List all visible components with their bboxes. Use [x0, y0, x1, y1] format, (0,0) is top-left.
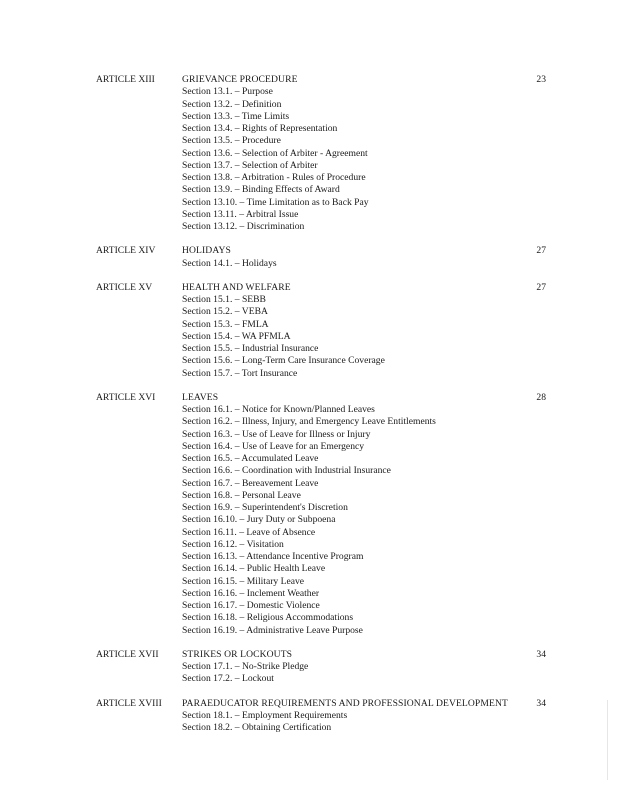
section-entry: Section 15.7. – Tort Insurance	[182, 367, 298, 379]
article-heading-row	[96, 74, 546, 86]
section-entry: Section 16.5. – Accumulated Leave	[182, 453, 319, 464]
article-label: ARTICLE XIII	[96, 74, 155, 85]
article-heading-row	[96, 282, 546, 294]
section-entry: Section 16.7. – Bereavement Leave	[182, 477, 319, 489]
section-entry: Section 15.2. – VEBA	[182, 306, 268, 318]
section-entry: Section 16.14. – Public Health Leave	[182, 563, 326, 575]
section-entry: Section 13.3. – Time Limits	[182, 110, 290, 122]
article-xviii	[96, 698, 546, 735]
section-entry: Section 16.8. – Personal Leave	[182, 489, 301, 501]
section-entry: Section 18.2. – Obtaining Certification	[182, 722, 332, 733]
section-entry: Section 16.6. – Coordination with Industrial Insurance	[182, 465, 391, 477]
section-entry: Section 17.1. – No-Strike Pledge	[182, 661, 309, 672]
section-entry: Section 16.13. – Attendance Incentive Program	[182, 551, 364, 562]
article-xiii	[96, 74, 546, 233]
section-entry: Section 16.15. – Military Leave	[182, 575, 305, 587]
article-title: STRIKES OR LOCKOUTS	[182, 648, 293, 660]
article-label: ARTICLE XVIII	[96, 697, 162, 709]
article-title: GRIEVANCE PROCEDURE	[182, 74, 298, 85]
article-label: ARTICLE XIV	[96, 245, 156, 257]
article-xvi	[96, 392, 546, 637]
article-xv	[96, 282, 546, 380]
section-entry: Section 13.6. – Selection of Arbiter - Agreement	[182, 147, 368, 159]
section-entry: Section 13.10. – Time Limitation as to Back Pay	[182, 196, 369, 208]
section-entry: Section 13.2. – Definition	[182, 98, 282, 110]
section-entry: Section 16.1. – Notice for Known/Planned Leaves	[182, 404, 375, 415]
section-entry: Section 16.12. – Visitation	[182, 538, 284, 550]
article-heading-row	[96, 245, 546, 257]
article-page-number: 23	[536, 74, 546, 85]
article-label: ARTICLE XVII	[96, 648, 159, 660]
article-heading-row	[96, 649, 546, 661]
section-entry: Section 13.7. – Selection of Arbiter	[182, 159, 318, 171]
section-entry: Section 13.4. – Rights of Representation	[182, 123, 338, 134]
article-title: HOLIDAYS	[182, 245, 231, 257]
article-title: LEAVES	[182, 391, 219, 403]
section-entry: Section 16.16. – Inclement Weather	[182, 587, 320, 599]
section-entry: Section 16.11. – Leave of Absence	[182, 526, 316, 538]
article-label: ARTICLE XVI	[96, 391, 156, 403]
article-xvii	[96, 649, 546, 686]
section-entry: Section 13.9. – Binding Effects of Award	[182, 184, 340, 196]
section-entry: Section 16.3. – Use of Leave for Illness or Injury	[182, 428, 371, 440]
article-page-number: 34	[536, 697, 546, 709]
article-page-number: 27	[536, 281, 546, 293]
section-entry: Section 13.1. – Purpose	[182, 86, 273, 98]
section-entry: Section 15.6. – Long-Term Care Insurance Coverage	[182, 355, 385, 367]
article-page-number: 28	[536, 391, 546, 403]
section-entry: Section 15.3. – FMLA	[182, 318, 269, 330]
section-entry: Section 13.12. – Discrimination	[182, 221, 305, 232]
table-of-contents	[96, 74, 546, 734]
section-entry: Section 16.2. – Illness, Injury, and Emergency Leave Entitlements	[182, 416, 436, 428]
section-entry: Section 18.1. – Employment Requirements	[182, 709, 348, 721]
article-page-number: 34	[536, 648, 546, 660]
article-heading-row	[96, 392, 546, 404]
section-entry: Section 16.9. – Superintendent's Discretion	[182, 502, 348, 513]
section-entry: Section 16.18. – Religious Accommodations	[182, 612, 354, 624]
scan-artifact-line	[607, 700, 608, 780]
section-entry: Section 14.1. – Holidays	[182, 257, 277, 269]
article-page-number: 27	[536, 245, 546, 257]
article-heading-row	[96, 698, 546, 710]
section-entry: Section 15.1. – SEBB	[182, 294, 266, 305]
section-entry: Section 13.5. – Procedure	[182, 135, 281, 147]
section-entry: Section 16.17. – Domestic Violence	[182, 600, 320, 611]
article-label: ARTICLE XV	[96, 281, 153, 293]
section-entry: Section 15.4. – WA PFMLA	[182, 330, 291, 342]
article-title: HEALTH AND WELFARE	[182, 281, 291, 293]
section-entry: Section 15.5. – Industrial Insurance	[182, 343, 319, 354]
section-entry: Section 16.4. – Use of Leave for an Emergency	[182, 440, 365, 452]
section-entry: Section 13.8. – Arbitration - Rules of Procedure	[182, 172, 366, 183]
article-title: PARAEDUCATOR REQUIREMENTS AND PROFESSIONAL DEVELOPMENT	[182, 697, 508, 709]
section-entry: Section 16.10. – Jury Duty or Subpoena	[182, 514, 336, 526]
article-xiv	[96, 245, 546, 270]
section-entry: Section 17.2. – Lockout	[182, 673, 274, 685]
section-entry: Section 16.19. – Administrative Leave Purpose	[182, 624, 363, 636]
section-entry: Section 13.11. – Arbitral Issue	[182, 208, 299, 220]
